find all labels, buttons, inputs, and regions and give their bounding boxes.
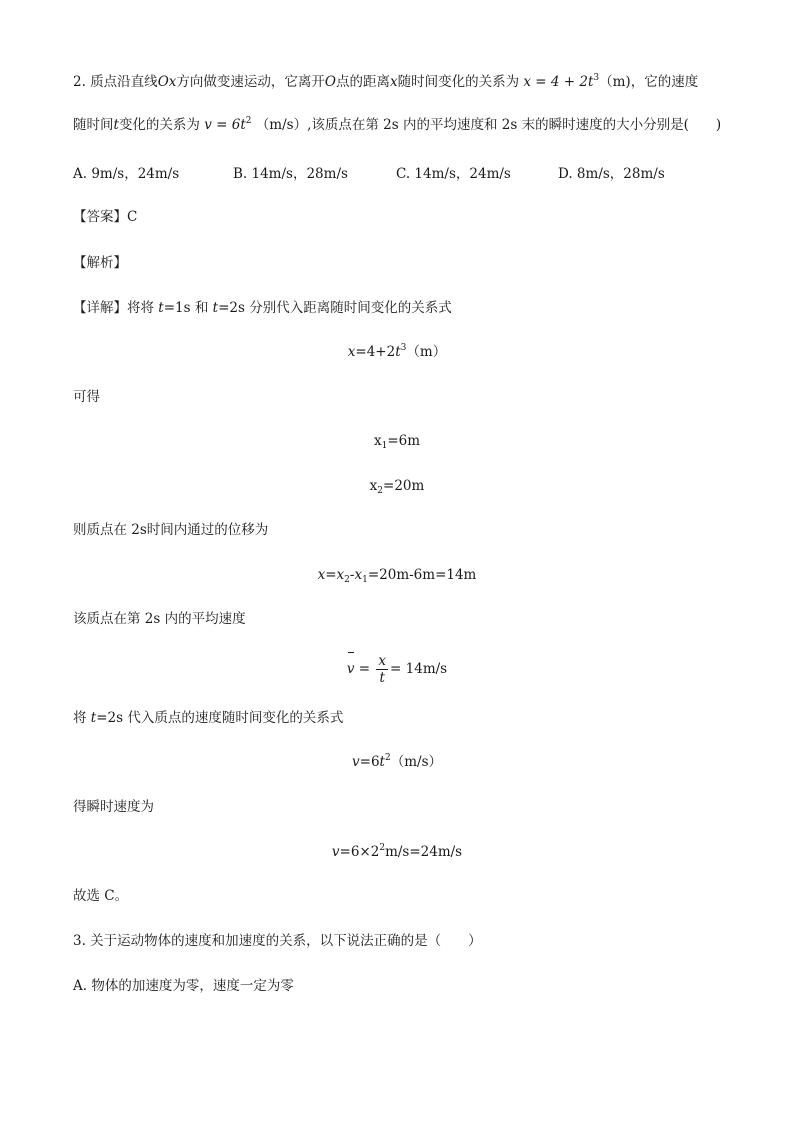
var-t: t — [113, 117, 119, 133]
q2-stem-line-2 — [73, 116, 721, 134]
q2-text: 方向做变速运动，它离开 — [176, 74, 325, 90]
formula-position — [0, 343, 794, 361]
fraction — [376, 653, 388, 686]
formula-text: =6 — [359, 754, 380, 770]
formula-velocity — [0, 753, 794, 771]
equation-x: x = 4 + 2t — [523, 74, 594, 90]
formula-text: =20m-6m=14m — [367, 567, 477, 583]
formula-x2 — [0, 477, 794, 495]
detail-text: 【详解】将将 — [73, 300, 159, 316]
q2-text: （m/s）,该质点在第 2s 内的平均速度和 2s 末的瞬时速度的大小分别是( ) — [255, 117, 722, 133]
option-c: C. 14m/s，24m/s — [396, 166, 511, 182]
q2-text: 变化的关系为 — [118, 117, 200, 133]
exponent: 3 — [400, 343, 407, 353]
var-t: t — [379, 754, 385, 770]
formula-unit: （m） — [406, 344, 447, 360]
var-t: t — [395, 344, 401, 360]
detail-text: =2s 代入质点的速度随时间变化的关系式 — [96, 710, 344, 726]
q2-stem-line-1 — [73, 73, 698, 91]
var-x: x — [317, 567, 326, 583]
subscript: 1 — [381, 441, 388, 451]
var-t: t — [90, 710, 97, 726]
option-b: B. 14m/s，28m/s — [233, 166, 348, 182]
var-x: x — [354, 567, 363, 583]
analysis-label: 【解析】 — [73, 255, 127, 271]
var-x: x — [347, 344, 356, 360]
formula-instant-velocity — [0, 843, 794, 861]
formula-x1 — [0, 432, 794, 450]
q2-number: 2. — [73, 74, 86, 90]
choose-text: 故选 C。 — [73, 888, 129, 904]
q2-text: 随时间 — [73, 117, 114, 133]
formula-text: =6×2 — [339, 844, 380, 860]
var-x: x — [373, 433, 382, 449]
formula-text: = — [325, 567, 337, 583]
q2-text: 点的距离 — [335, 74, 390, 90]
q2-text: （m)，它的速度 — [599, 74, 699, 90]
q3-stem: 3. 关于运动物体的速度和加速度的关系，以下说法正确的是（ ） — [73, 933, 482, 949]
formula-text: =6m — [387, 433, 421, 449]
q2-text: 质点沿直线 — [90, 74, 158, 90]
subscript: 1 — [362, 575, 368, 585]
detail-text: =2s 分别代入距离随时间变化的关系式 — [218, 300, 452, 316]
subscript: 2 — [344, 575, 350, 585]
displacement-text: 则质点在 2s时间内通过的位移为 — [73, 522, 269, 538]
formula-text: =20m — [383, 478, 425, 494]
var-t: t — [212, 300, 219, 316]
axis-label: Ox — [157, 74, 177, 90]
average-velocity-text: 该质点在第 2s 内的平均速度 — [73, 611, 246, 627]
var-v: v — [352, 754, 360, 770]
fraction-numerator: x — [378, 653, 387, 669]
formula-text: =4+2 — [355, 344, 396, 360]
option-d: D. 8m/s，28m/s — [558, 166, 665, 182]
formula-unit: （m/s） — [390, 754, 442, 770]
equation-v: v = 6t — [204, 117, 246, 133]
exponent: 2 — [384, 753, 391, 763]
var-v-bar: v — [347, 651, 355, 687]
var-v: v — [331, 844, 340, 860]
var-t: t — [158, 300, 164, 316]
detail-text: =1s 和 — [163, 300, 213, 316]
fraction-denominator: t — [379, 670, 385, 686]
point-label: O — [324, 74, 336, 90]
substitute-text — [73, 709, 343, 727]
formula-average-velocity — [0, 651, 794, 687]
exponent: 2 — [245, 116, 252, 126]
detail-intro — [73, 299, 452, 317]
formula-text: m/s=24m/s — [385, 844, 463, 860]
formula-text: - — [349, 567, 355, 583]
q3-option-a: A. 物体的加速度为零，速度一定为零 — [73, 978, 294, 994]
answer: 【答案】C — [73, 209, 138, 225]
var-x: x — [369, 478, 378, 494]
var-x: x — [389, 74, 398, 90]
instant-velocity-text: 得瞬时速度为 — [73, 799, 154, 815]
option-a: A. 9m/s，24m/s — [73, 166, 180, 182]
detail-text: 将 — [73, 710, 91, 726]
formula-text: = 14m/s — [390, 661, 448, 677]
kede-text: 可得 — [73, 389, 100, 405]
exponent: 2 — [379, 843, 386, 853]
formula-text: = — [354, 661, 375, 677]
subscript: 2 — [377, 486, 384, 496]
var-x: x — [336, 567, 345, 583]
formula-displacement — [0, 566, 794, 584]
q2-text: 随时间变化的关系为 — [397, 74, 520, 90]
exponent: 3 — [593, 73, 600, 83]
